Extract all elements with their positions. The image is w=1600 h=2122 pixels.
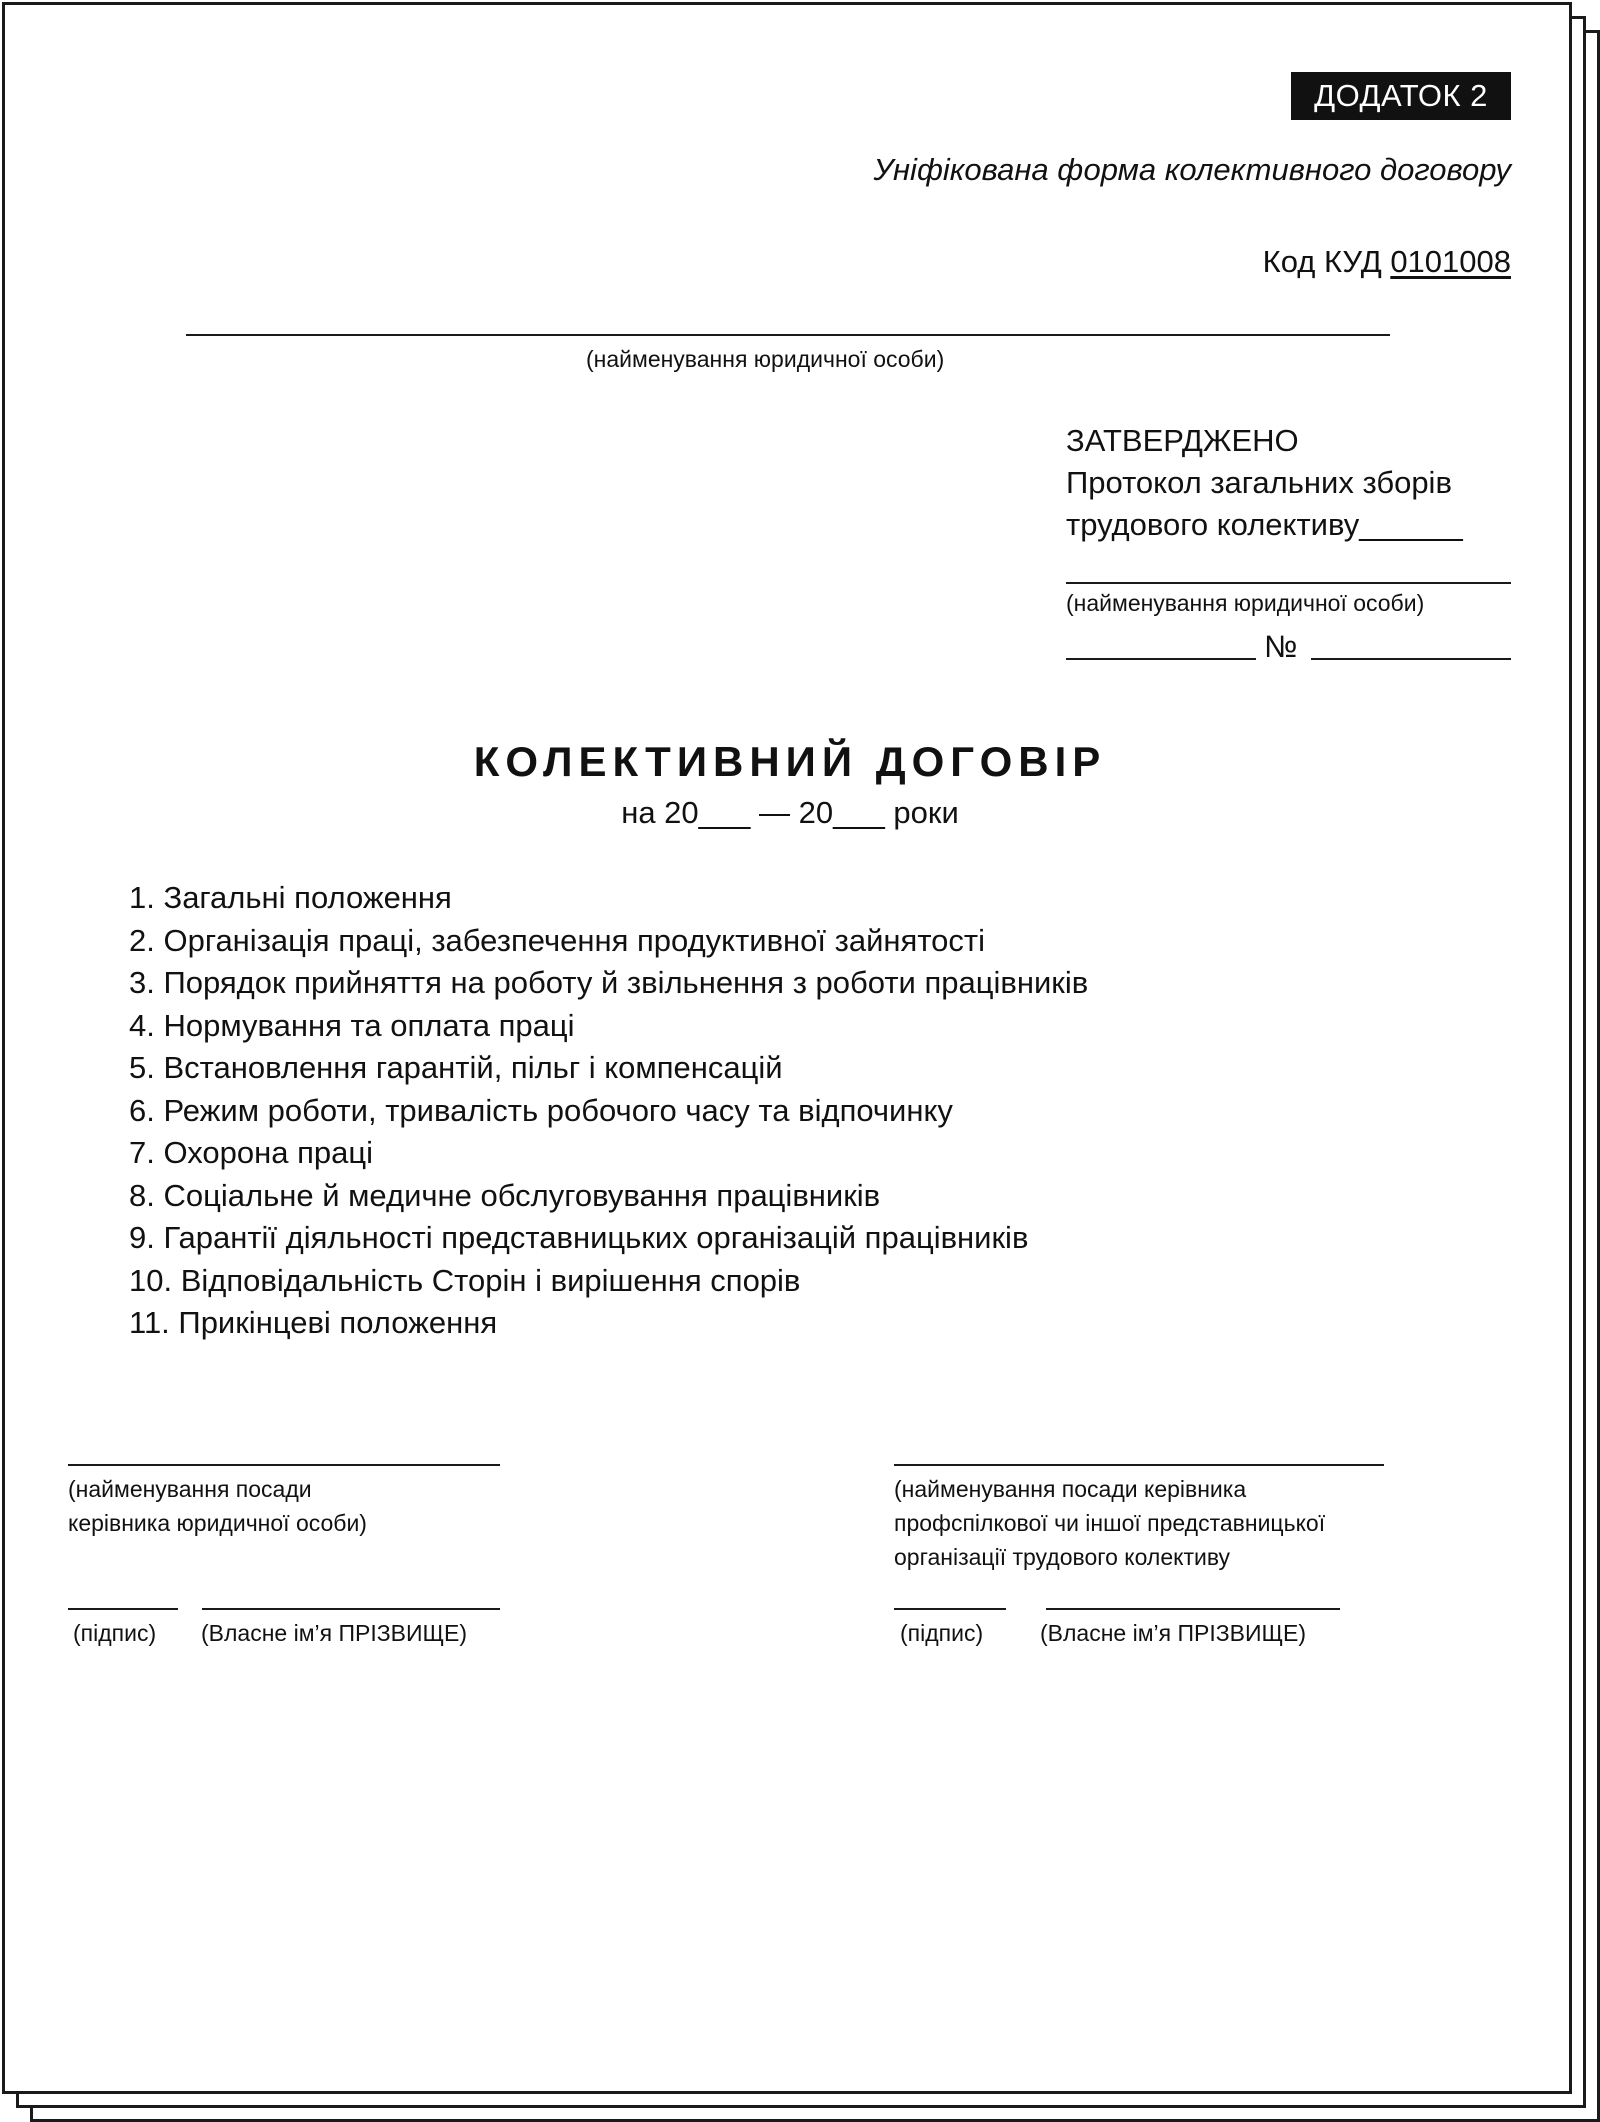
section-item: 11. Прикінцеві положення bbox=[129, 1305, 498, 1340]
left-position-caption-2: керівника юридичної особи) bbox=[68, 1510, 367, 1536]
right-position-caption-3: організації трудового колективу bbox=[894, 1544, 1231, 1570]
approval-number-sign: № bbox=[1264, 629, 1298, 664]
section-item: 10. Відповідальність Сторін і вирішення спорів bbox=[129, 1262, 801, 1298]
form-subtitle: Уніфікована форма колективного договору bbox=[873, 152, 1511, 187]
section-item: 4. Нормування та оплата праці bbox=[129, 1007, 575, 1043]
approval-number-line bbox=[1311, 658, 1511, 660]
right-signature-caption: (підпис) bbox=[900, 1620, 984, 1646]
approval-collective: трудового колективу______ bbox=[1066, 507, 1463, 542]
right-position-caption-1: (найменування посади керівника bbox=[894, 1476, 1247, 1502]
legal-entity-line bbox=[186, 334, 1390, 336]
right-position-line bbox=[894, 1464, 1384, 1466]
document-title: КОЛЕКТИВНИЙ ДОГОВІР bbox=[473, 738, 1107, 785]
approval-date-line bbox=[1066, 658, 1256, 660]
approval-entity-line bbox=[1066, 582, 1511, 584]
left-name-line bbox=[202, 1608, 500, 1610]
section-item: 6. Режим роботи, тривалість робочого часу та відпочинку bbox=[129, 1092, 953, 1128]
section-item: 8. Соціальне й медичне обслуговування працівників bbox=[129, 1177, 881, 1213]
approval-heading: ЗАТВЕРДЖЕНО bbox=[1066, 423, 1299, 458]
legal-entity-caption: (найменування юридичної особи) bbox=[586, 346, 945, 372]
kud-code-label: Код КУД bbox=[1262, 244, 1391, 279]
kud-code-value: 0101008 bbox=[1390, 244, 1511, 279]
section-item: 2. Організація праці, забезпечення продуктивної зайнятості bbox=[129, 922, 985, 958]
right-position-caption-2: профспілкової чи іншої представницької bbox=[894, 1510, 1326, 1536]
sections-list bbox=[129, 877, 1088, 1345]
left-name-caption: (Власне ім’я ПРІЗВИЩЕ) bbox=[201, 1620, 468, 1646]
left-signature-caption: (підпис) bbox=[73, 1620, 157, 1646]
document-period: на 20___ — 20___ роки bbox=[621, 795, 959, 830]
right-signature-line bbox=[894, 1608, 1006, 1610]
approval-protocol: Протокол загальних зборів bbox=[1066, 465, 1452, 500]
section-item: 1. Загальні положення bbox=[129, 880, 452, 915]
left-signature-line bbox=[68, 1608, 178, 1610]
left-position-caption-1: (найменування посади bbox=[68, 1476, 312, 1502]
section-item: 5. Встановлення гарантій, пільг і компенсацій bbox=[129, 1050, 783, 1085]
right-name-caption: (Власне ім’я ПРІЗВИЩЕ) bbox=[1040, 1620, 1307, 1646]
left-position-line bbox=[68, 1464, 500, 1466]
appendix-badge: ДОДАТОК 2 bbox=[1291, 72, 1511, 120]
approval-entity-caption: (найменування юридичної особи) bbox=[1066, 590, 1425, 616]
kud-code bbox=[1263, 244, 1511, 280]
section-item: 3. Порядок прийняття на роботу й звільнення з роботи працівників bbox=[129, 965, 1089, 1000]
section-item: 9. Гарантії діяльності представницьких організацій працівників bbox=[129, 1220, 1029, 1255]
right-name-line bbox=[1046, 1608, 1340, 1610]
section-item: 7. Охорона праці bbox=[129, 1135, 373, 1170]
